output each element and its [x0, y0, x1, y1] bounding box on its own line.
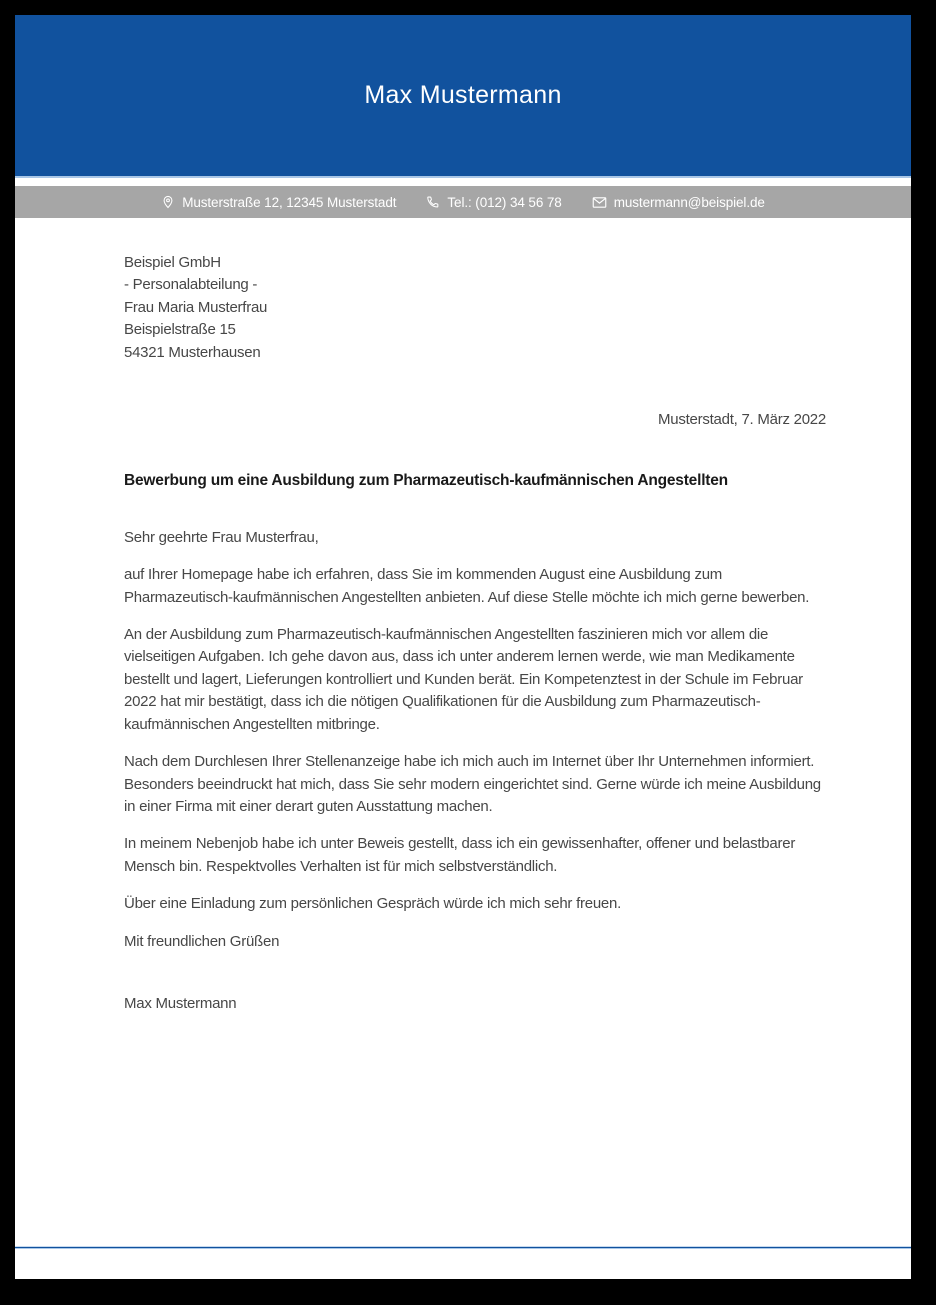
sender-name: Max Mustermann: [364, 81, 562, 109]
letterhead-banner: [15, 15, 911, 178]
paragraph-strengths: In meinem Nebenjob habe ich unter Beweis gestellt, dass ich ein gewissenhafter, offener und belastbarer Mensch bin. Respektvolles Verhalten ist für mich selbstverständlich.: [124, 835, 796, 875]
date-line: Musterstadt, 7. März 2022: [658, 411, 826, 429]
location-pin-icon: [161, 195, 175, 209]
contact-bar: [15, 186, 911, 218]
recipient-address-block: [124, 252, 826, 364]
paragraph-intro: auf Ihrer Homepage habe ich erfahren, dass Sie im kommenden August eine Ausbildung zum Pharmazeutisch-kaufmännischen Angestellten anbieten. Auf diese Stelle möchte ich mich gerne bewerben.: [124, 566, 810, 606]
phone-icon: [426, 195, 440, 209]
contact-email-text: mustermann@beispiel.de: [613, 194, 765, 210]
contact-phone-text: Tel.: (012) 34 56 78: [447, 194, 562, 210]
salutation: Sehr geehrte Frau Musterfrau,: [124, 528, 319, 546]
footer-accent-rule: [15, 1246, 911, 1249]
email-icon: [592, 196, 607, 209]
closing-phrase: Mit freundlichen Grüßen: [124, 932, 280, 950]
contact-address: [161, 195, 396, 210]
header-divider-gap: [15, 178, 911, 186]
recipient-line-department: - Personalabteilung -: [124, 276, 258, 294]
letter-page: [15, 15, 911, 1279]
contact-email: [592, 195, 765, 210]
recipient-line-person: Frau Maria Musterfrau: [124, 298, 268, 316]
subject-line: Bewerbung um eine Ausbildung zum Pharmazeutisch-kaufmännischen Angestellten: [124, 472, 728, 490]
contact-phone: [426, 195, 561, 210]
letter-body: [15, 218, 911, 1015]
paragraph-invitation: Über eine Einladung zum persönlichen Gespräch würde ich mich sehr freuen.: [124, 895, 622, 913]
paragraph-motivation: An der Ausbildung zum Pharmazeutisch-kaufmännischen Angestellten faszinieren mich vor allem die vielseitigen Aufgaben. Ich gehe davon aus, dass ich unter anderem lernen werde, wie man Medikamente bestellt und lagert, Lieferungen kontrolliert und Kunden berät. Ein Kompetenztest in der Schule im Februar 2022 hat mir bestätigt, dass ich die nötigen Qualifikationen für die Ausbildung zum Pharmazeutisch-kaufmännischen Angestellten mitbringe.: [124, 626, 803, 733]
contact-address-text: Musterstraße 12, 12345 Musterstadt: [182, 194, 397, 210]
recipient-line-company: Beispiel GmbH: [124, 254, 221, 271]
signature-name: Max Mustermann: [124, 994, 237, 1012]
recipient-line-city: 54321 Musterhausen: [124, 343, 261, 361]
recipient-line-street: Beispielstraße 15: [124, 321, 236, 339]
paragraph-company: Nach dem Durchlesen Ihrer Stellenanzeige habe ich mich auch im Internet über Ihr Unternehmen informiert. Besonders beeindruckt hat mich, dass Sie sehr modern eingerichtet sind. Gerne würde ich meine Ausbildung in einer Firma mit einer derart guten Ausstattung machen.: [124, 753, 821, 815]
